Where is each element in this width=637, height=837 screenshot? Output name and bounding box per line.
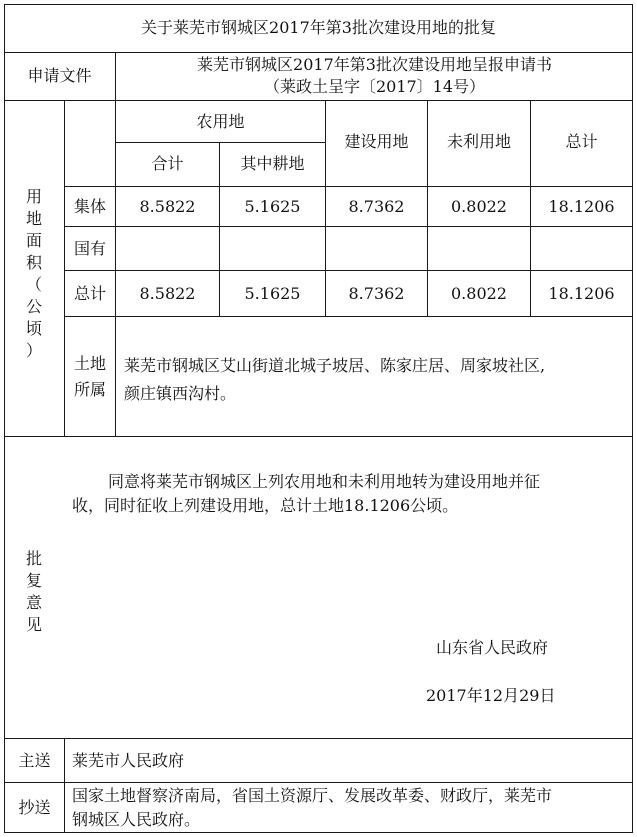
land-area-label-char: 地: [25, 209, 42, 228]
rule-header: [64, 186, 633, 187]
application-label: 申请文件: [27, 66, 92, 85]
approval-label: [24, 548, 44, 638]
document-title: 关于莱芜市钢城区2017年第3批次建设用地的批复: [141, 18, 496, 37]
rule-farmland-sub: [115, 142, 325, 143]
row-total-total: 18.1206: [548, 284, 615, 303]
rule-row2: [64, 270, 633, 271]
header-subtotal: 合计: [151, 154, 184, 173]
rule-row3: [64, 316, 633, 317]
approval-text-line2: 收，同时征收上列建设用地，总计土地18.1206公顷。: [72, 496, 459, 515]
approval-label-char: 意: [25, 593, 42, 612]
cc-line2: 钢城区人民政府。: [72, 810, 201, 829]
main-send-label: 主送: [18, 751, 51, 770]
location-text-line1: 莱芜市钢城区艾山街道北城子坡居、陈家庄居、周家坡社区,: [124, 356, 546, 375]
header-construction: 建设用地: [344, 132, 409, 151]
rule-title: [4, 52, 633, 53]
row-state-label: 国有: [73, 239, 106, 258]
location-text-line2: 颜庄镇西沟村。: [124, 384, 237, 403]
row-total-construction: 8.7362: [348, 284, 405, 303]
approval-label-char: 复: [25, 571, 42, 590]
main-send-value: 莱芜市人民政府: [72, 751, 185, 770]
col-footer-label: [64, 738, 65, 833]
row-total-cultivated: 5.1625: [244, 284, 301, 303]
approval-signer: 山东省人民政府: [436, 638, 549, 657]
col-row-label: [115, 100, 116, 437]
cc-line1: 国家土地督察济南局，省国土资源厅、发展改革委、财政厅，莱芜市: [72, 786, 553, 805]
header-farmland: 农用地: [196, 112, 245, 131]
location-label-line2: 所属: [73, 380, 106, 399]
row-total-subtotal: 8.5822: [139, 284, 196, 303]
application-doc-number: （莱政土呈字〔2017〕14号）: [263, 77, 486, 96]
land-area-label-char: （: [25, 275, 42, 294]
border-top: [4, 4, 633, 5]
land-area-label-char: 公: [25, 297, 42, 316]
land-area-label-char: 顷: [25, 319, 42, 338]
rule-mainsend: [4, 782, 633, 783]
row-collective-cultivated: 5.1625: [244, 197, 301, 216]
rule-row1: [64, 226, 633, 227]
land-area-label-char: 面: [25, 231, 42, 250]
rule-application: [4, 100, 633, 101]
cc-label: 抄送: [18, 798, 51, 817]
approval-label-char: 批: [25, 549, 42, 568]
land-area-label-char: ）: [25, 341, 42, 360]
land-area-label: [24, 186, 44, 366]
border-right: [632, 4, 633, 833]
header-cultivated: 其中耕地: [240, 154, 305, 173]
approval-text-line1: 同意将莱芜市钢城区上列农用地和未利用地转为建设用地并征: [108, 472, 541, 491]
header-unused: 未利用地: [446, 132, 511, 151]
row-collective-construction: 8.7362: [348, 197, 405, 216]
row-total-label: 总计: [73, 284, 106, 303]
location-label-line1: 土地: [73, 354, 106, 373]
application-title: 莱芜市钢城区2017年第3批次建设用地呈报申请书: [197, 55, 552, 74]
row-collective-unused: 0.8022: [451, 197, 507, 216]
border-bottom: [4, 832, 633, 833]
land-area-label-char: 积: [25, 253, 42, 272]
row-collective-subtotal: 8.5822: [139, 197, 196, 216]
approval-date: 2017年12月29日: [426, 686, 556, 705]
border-left: [4, 4, 5, 833]
approval-label-char: 见: [25, 615, 42, 634]
land-area-label-char: 用: [25, 187, 42, 206]
rule-area: [4, 436, 633, 437]
header-total: 总计: [565, 132, 598, 151]
row-collective-label: 集体: [73, 197, 106, 216]
row-total-unused: 0.8022: [451, 284, 507, 303]
row-collective-total: 18.1206: [548, 197, 615, 216]
rule-approval: [4, 738, 633, 739]
